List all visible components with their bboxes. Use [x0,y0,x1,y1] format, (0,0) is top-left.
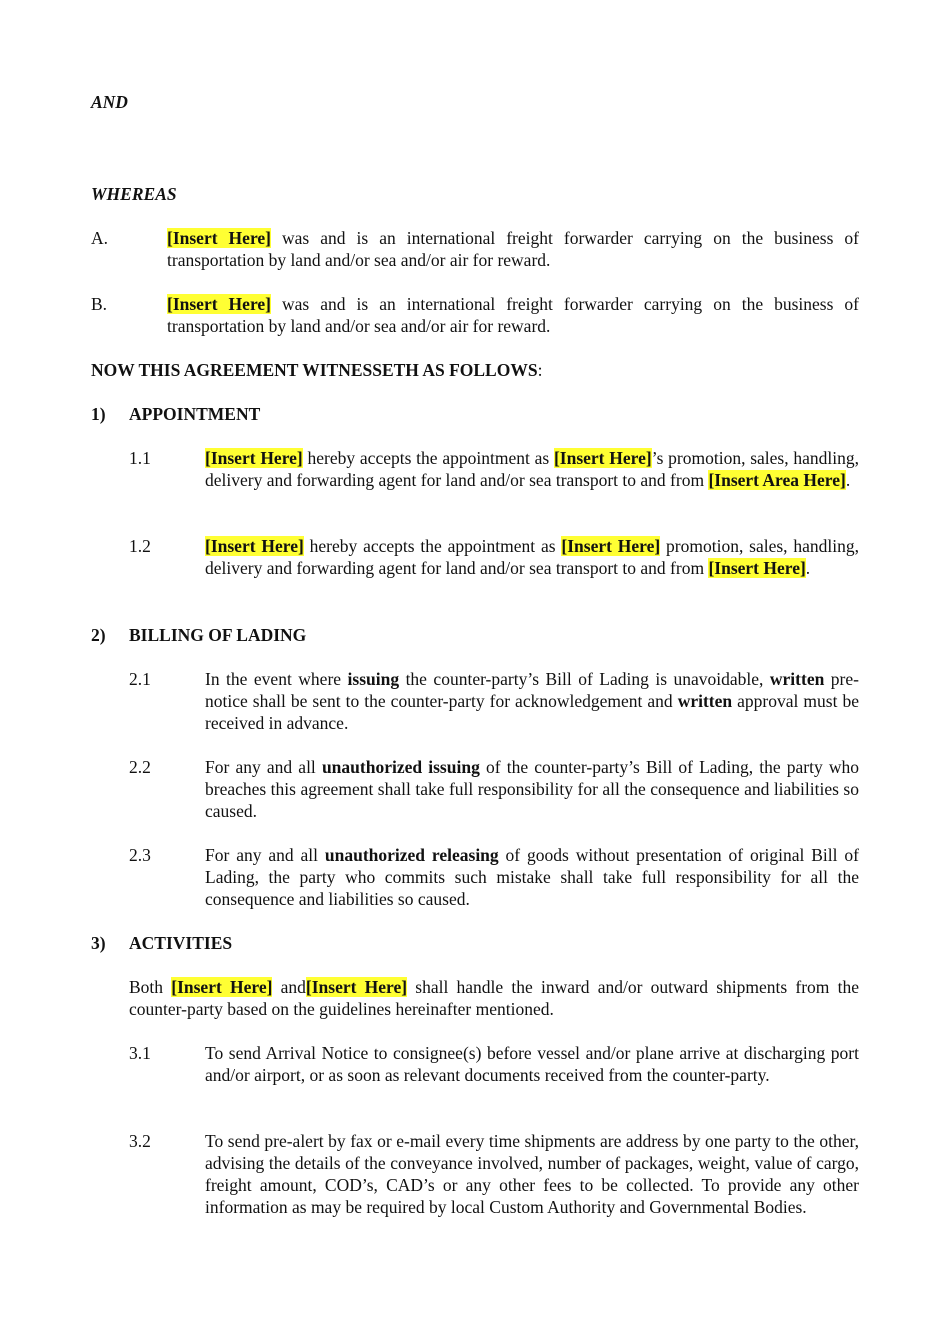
placeholder-highlight: [Insert Here] [205,536,304,556]
activities-intro [129,976,859,1020]
clause-text: . [845,470,851,490]
clause-text: Both [129,977,172,997]
clause-text: of the counter-party’s Bill of Lading, the party who breaches this agreement shall take full responsibility for all the consequence and liabilities so caused. [205,757,859,821]
placeholder-highlight: [Insert Here] [205,448,303,468]
clause-2-2 [205,756,859,822]
placeholder-highlight: [Insert Here] [553,448,652,468]
clause-bold: unauthorized releasing [324,845,499,865]
clause-2-3-number: 2.3 [129,845,151,865]
clause-bold: written [677,691,733,711]
clause-text: and [272,977,306,997]
clause-text: of goods without presentation of original Bill of Lading, the party who commits such mistake shall take full responsibility for all the consequence and liabilities so caused. [205,845,859,909]
clause-text: In the event where [205,669,348,689]
clause-text: shall handle the inward and/or outward shipments from the counter-party based on the guidelines hereinafter mentioned. [129,977,859,1019]
clause-3-1: To send Arrival Notice to consignee(s) before vessel and/or plane arrive at discharging port and/or airport, or as soon as relevant documents received from the counter-party. [205,1043,859,1085]
clause-2-1 [205,668,859,734]
clause-3-1-number: 3.1 [129,1043,151,1063]
witnesseth-text: NOW THIS AGREEMENT WITNESSETH AS FOLLOWS [91,360,538,380]
recital-a [167,227,859,271]
clause-text: the counter-party’s Bill of Lading is unavoidable, [399,669,770,689]
section-1-title: APPOINTMENT [129,404,261,424]
placeholder-highlight: [Insert Area Here] [708,470,846,490]
clause-text: hereby accepts the appointment as [303,536,562,556]
and-label: AND [91,92,128,112]
placeholder-highlight: [Insert Here] [561,536,661,556]
clause-text: pre-notice shall be sent to the counter-party for acknowledgement and [205,669,859,711]
recital-b-letter: B. [91,294,108,314]
clause-3-2-number: 3.2 [129,1131,151,1151]
witnesseth-colon: : [537,360,543,380]
clause-1-1 [205,447,859,491]
clause-1-2 [205,535,859,579]
section-3-number: 3) [91,933,106,953]
section-3-title: ACTIVITIES [129,933,233,953]
clause-bold: unauthorized issuing [321,757,480,777]
clause-bold: issuing [347,669,400,689]
clause-3-2: To send pre-alert by fax or e-mail every time shipments are address by one party to the other, advising the details of the conveyance involved, number of packages, weight, value of cargo, freight amount, COD’s, CAD’s or any other fees to be collected. To provide any other information as may be required by local Custom Authority and Governmental Bodies. [205,1131,859,1217]
clause-text: hereby accepts the appointment as [302,448,554,468]
clause-text: approval must be received in advance. [205,691,860,733]
clause-2-3 [205,844,859,910]
placeholder-highlight: [Insert Here] [305,977,408,997]
clause-1-2-number: 1.2 [129,536,151,556]
clause-bold: written [769,669,825,689]
recital-b [167,293,859,337]
placeholder-highlight: [Insert Here] [167,228,271,248]
clause-text: promotion, sales, handling, delivery and forwarding agent for land and/or sea transport to and from [205,536,860,578]
clause-1-1-number: 1.1 [129,448,151,468]
placeholder-highlight: [Insert Here] [167,294,271,314]
clause-text: ’s promotion, sales, handling, delivery and forwarding agent for land and/or sea transport to and from [205,448,859,490]
clause-2-2-number: 2.2 [129,757,151,777]
clause-text: For any and all [205,845,325,865]
clause-text: For any and all [205,757,322,777]
recital-a-letter: A. [91,228,109,248]
clause-text: . [805,558,811,578]
placeholder-highlight: [Insert Here] [708,558,806,578]
section-1-number: 1) [91,404,106,424]
section-2-number: 2) [91,625,106,645]
section-2-title: BILLING OF LADING [129,625,307,645]
placeholder-highlight: [Insert Here] [171,977,273,997]
whereas-label: WHEREAS [91,184,177,204]
recital-text: was and is an international freight forwarder carrying on the business of transportation by land and/or sea and/or air for reward. [167,294,860,336]
witnesseth-heading [91,359,542,381]
recital-text: was and is an international freight forwarder carrying on the business of transportation by land and/or sea and/or air for reward. [167,228,860,270]
clause-2-1-number: 2.1 [129,669,151,689]
